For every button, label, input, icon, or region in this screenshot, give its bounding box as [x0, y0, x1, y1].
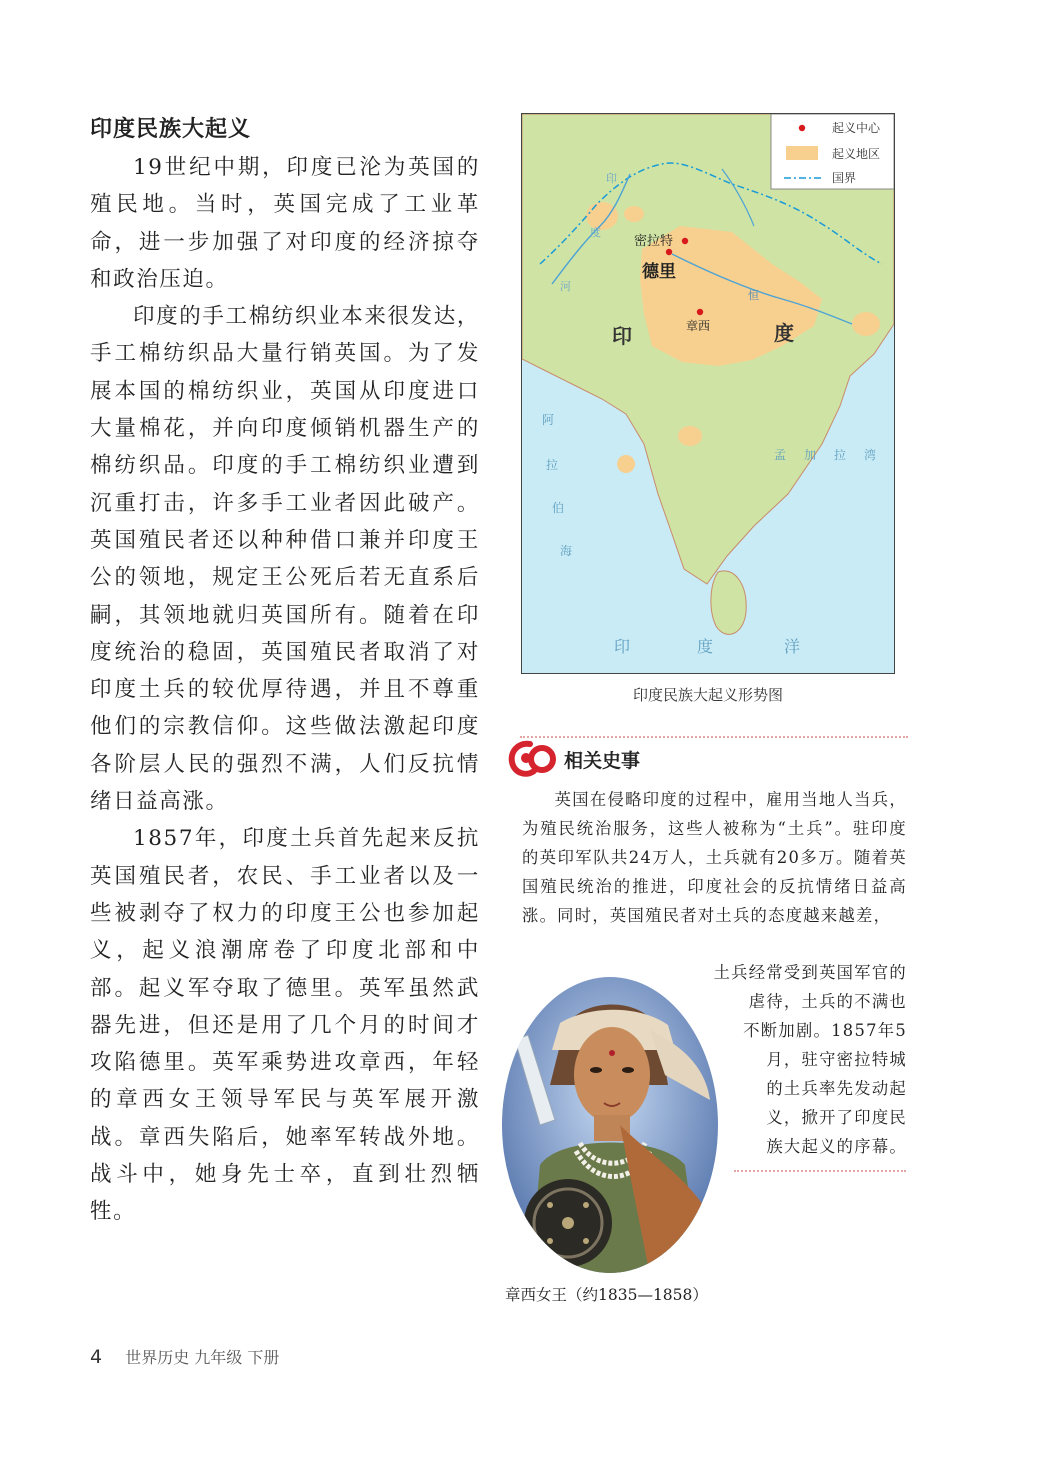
wrapped-line: 虐待，土兵的不满也	[748, 992, 907, 1011]
label-country-a: 印	[612, 324, 632, 348]
label-indus-b: 度	[590, 226, 601, 239]
wrapped-line: 族大起义的序幕。	[766, 1137, 907, 1156]
legend-border-label: 国界	[832, 171, 857, 185]
wrapped-line: 义，掀开了印度民	[766, 1108, 907, 1127]
label-country-b: 度	[774, 321, 794, 345]
label-bay-2: 加	[804, 448, 817, 462]
label-sea-4: 海	[560, 544, 573, 558]
label-ocean-b: 度	[697, 637, 714, 656]
sidebar-header	[508, 738, 640, 780]
map-legend	[771, 114, 894, 189]
sidebar-title: 相关史事	[564, 749, 641, 772]
wrapped-line: 不断加剧。1857年5	[743, 1021, 907, 1040]
uprising-patch	[624, 206, 644, 222]
book-title: 世界历史 九年级 下册	[125, 1348, 280, 1367]
label-ocean-c: 洋	[784, 637, 801, 656]
sidebar-wrapped-text	[714, 958, 907, 1161]
wrapped-line: 月，驻守密拉特城	[766, 1050, 907, 1069]
label-sea-1: 阿	[542, 413, 555, 427]
city-dot-jhansi	[697, 309, 703, 315]
label-jhansi: 章西	[686, 319, 711, 333]
label-bay-3: 拉	[834, 448, 847, 462]
page-footer	[90, 1345, 279, 1368]
legend-area-icon	[786, 146, 818, 160]
uprising-patch	[678, 426, 702, 446]
uprising-patch	[852, 312, 880, 336]
uprising-patch	[617, 455, 635, 473]
section-title: 印度民族大起义	[90, 117, 252, 142]
related-history-icon	[508, 738, 558, 780]
city-dot-delhi	[666, 249, 672, 255]
label-sea-3: 伯	[552, 501, 565, 515]
map-svg	[522, 114, 894, 673]
paragraph-2: 印度的手工棉纺织业本来很发达，手工棉纺织品大量行销英国。为了发展本国的棉纺织业，英国从印度进口大量棉花，并向印度倾销机器生产的棉纺织品。印度的手工棉纺织业遭到沉重打击，许多手工业者因此破产。英国殖民者还以种种借口兼并印度王公的领地，规定王公死后若无直系后嗣，其领地就归英国所有。随着在印度统治的稳固，英国殖民者取消了对印度土兵的较优厚待遇，并且不尊重他们的宗教信仰。这些做法激起印度各阶层人民的强烈不满，人们反抗情绪日益高涨。	[90, 304, 480, 815]
paragraph-3: 1857年，印度土兵首先起来反抗英国殖民者，农民、手工业者以及一些被剥夺了权力的印度王公也参加起义，起义浪潮席卷了印度北部和中部。起义军夺取了德里。英军虽然武器先进，但还是用了几个月的时间才攻陷德里。英军乘势进攻章西，年轻的章西女王领导军民与英军展开激战。章西失陷后，她率军转战外地。战斗中，她身先士卒，直到壮烈牺牲。	[90, 826, 480, 1225]
main-column	[90, 112, 480, 1231]
label-indus-a: 印	[606, 172, 617, 185]
sidebar-bottom-divider	[734, 1170, 906, 1172]
wrapped-line: 土兵经常受到英国军官的	[713, 963, 907, 982]
label-delhi: 德里	[642, 262, 676, 282]
legend-center-icon	[799, 125, 805, 131]
queen-portrait	[500, 975, 720, 1275]
page-number: 4	[90, 1346, 103, 1368]
label-bay-1: 孟	[774, 448, 787, 462]
paragraph-1: 19世纪中期，印度已沦为英国的殖民地。当时，英国完成了工业革命，进一步加强了对印度的经济掠夺和政治压迫。	[90, 155, 480, 292]
portrait-caption: 章西女王（约1835—1858）	[505, 1286, 708, 1304]
uprising-map	[521, 113, 895, 674]
label-bay-4: 湾	[864, 448, 877, 462]
sidebar-intro: 英国在侵略印度的过程中，雇用当地人当兵，为殖民统治服务，这些人被称为“土兵”。驻印度的英印军队共24万人，土兵就有20多万。随着英国殖民统治的推进，印度社会的反抗情绪日益高涨。同时，英国殖民者对土兵的态度越来越差，	[522, 790, 907, 925]
legend-area-label: 起义地区	[832, 147, 881, 161]
map-caption: 印度民族大起义形势图	[632, 686, 783, 704]
city-dot-meerut	[682, 238, 688, 244]
legend-center-label: 起义中心	[832, 121, 881, 135]
label-ocean-a: 印	[614, 637, 631, 656]
label-meerut: 密拉特	[634, 234, 674, 249]
portrait-image	[500, 975, 720, 1275]
label-sea-2: 拉	[546, 458, 559, 472]
wrapped-line: 的土兵率先发动起	[766, 1079, 907, 1098]
label-river-ganges: 恒	[748, 289, 759, 302]
label-indus-c: 河	[560, 280, 571, 293]
